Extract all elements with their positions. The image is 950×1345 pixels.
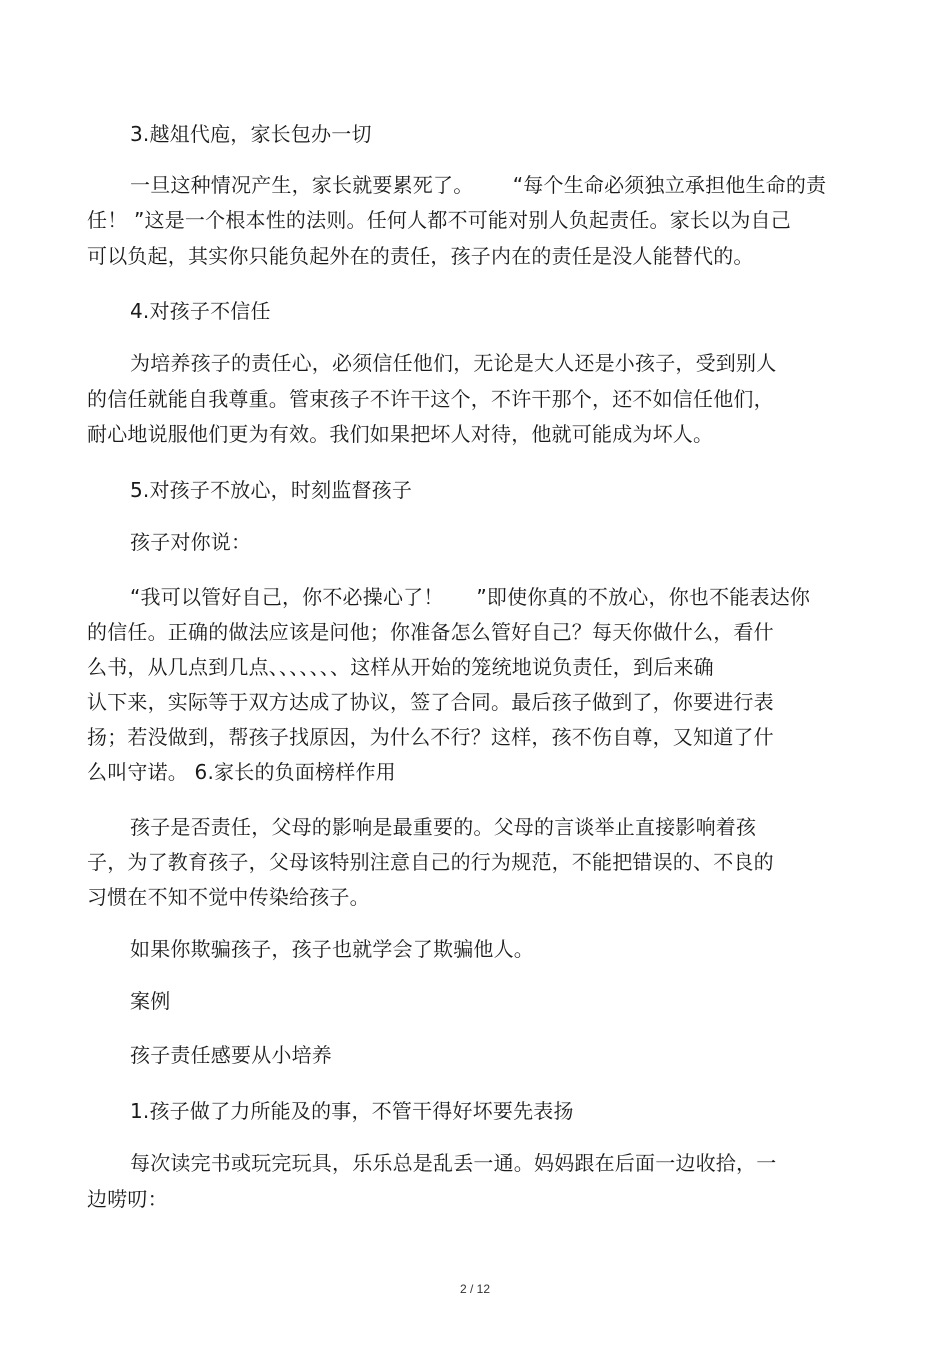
heading-3: 3.越俎代庖，家长包办一切	[130, 122, 372, 146]
paragraph-line: 孩子对你说：	[130, 530, 252, 554]
paragraph-line: 任！ ”这是一个根本性的法则。任何人都不可能对别人负起责任。家长以为自己	[87, 208, 791, 232]
paragraph-line: 如果你欺骗孩子，孩子也就学会了欺骗他人。	[130, 937, 534, 961]
paragraph-line: 扬；若没做到，帮孩子找原因，为什么不行？这样，孩不伤自尊，又知道了什	[87, 725, 774, 749]
paragraph-line: 每次读完书或玩完玩具，乐乐总是乱丢一通。妈妈跟在后面一边收拾，一	[130, 1151, 777, 1175]
paragraph-line: 认下来，实际等于双方达成了协议，签了合同。最后孩子做到了，你要进行表	[87, 690, 774, 714]
paragraph-line: 的信任。正确的做法应该是问他；你准备怎么管好自己？每天你做什么，看什	[87, 620, 774, 644]
case-point-1: 1.孩子做了力所能及的事，不管干得好坏要先表扬	[130, 1099, 574, 1123]
paragraph-line: 孩子是否责任，父母的影响是最重要的。父母的言谈举止直接影响着孩	[130, 815, 757, 839]
paragraph-line: 子，为了教育孩子，父母该特别注意自己的行为规范，不能把错误的、不良的	[87, 850, 774, 874]
paragraph-line: 么叫守诺。 6.家长的负面榜样作用	[87, 760, 396, 784]
paragraph-line: 边唠叨：	[87, 1187, 168, 1211]
paragraph-line: 的信任就能自我尊重。管束孩子不许干这个，不许干那个，还不如信任他们，	[87, 387, 774, 411]
paragraph-line: 耐心地说服他们更为有效。我们如果把坏人对待，他就可能成为坏人。	[87, 422, 714, 446]
case-heading: 案例	[130, 989, 171, 1013]
heading-4: 4.对孩子不信任	[130, 299, 271, 323]
case-title: 孩子责任感要从小培养	[130, 1043, 332, 1067]
paragraph-line: “我可以管好自己，你不必操心了！ ”即使你真的不放心，你也不能表达你	[130, 585, 811, 609]
heading-5: 5.对孩子不放心，时刻监督孩子	[130, 478, 413, 502]
paragraph-line: 可以负起，其实你只能负起外在的责任，孩子内在的责任是没人能替代的。	[87, 244, 754, 268]
paragraph-line: 一旦这种情况产生，家长就要累死了。 “每个生命必须独立承担他生命的责	[130, 173, 827, 197]
paragraph-line: 么书，从几点到几点、、、、、、、这样从开始的笼统地说负责任，到后来确	[87, 655, 714, 679]
paragraph-line: 为培养孩子的责任心，必须信任他们，无论是大人还是小孩子，受到别人	[130, 351, 777, 375]
paragraph-line: 习惯在不知不觉中传染给孩子。	[87, 885, 370, 909]
page-number: 2 / 12	[459, 1282, 491, 1296]
